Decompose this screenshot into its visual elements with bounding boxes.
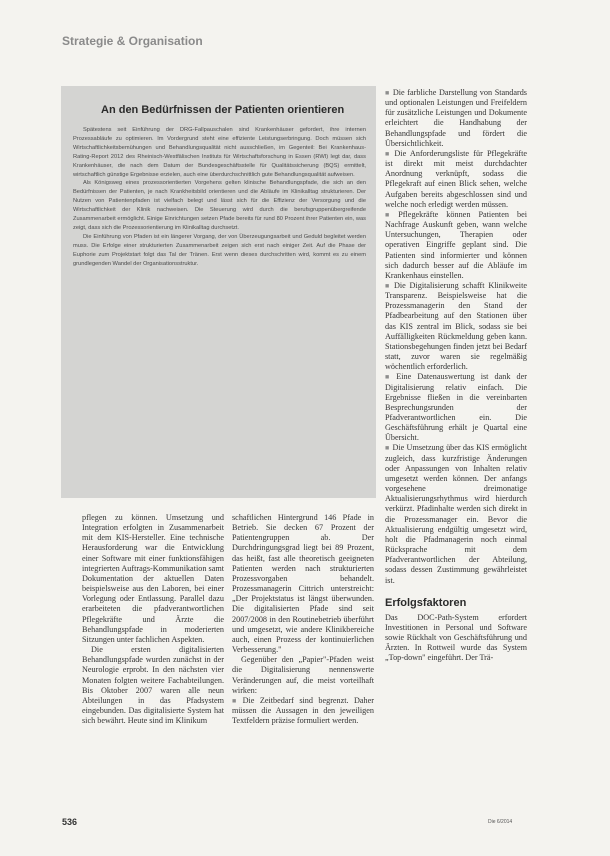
- bullet-text: Pflegekräfte können Patienten bei Nachfrage Auskunft geben, wann welche Untersuchungen, Therapien oder operativen Eingriffe geplant sind. Die Patienten sind informierter und können sich dadurch besser auf die Abläufe im Krankenhaus einstellen.: [385, 209, 527, 280]
- issue-label: Die 6/2014: [488, 819, 513, 825]
- bullet-text: Die Zeitbedarf sind begrenzt. Daher müssen die Aussagen in den jeweiligen Textfeldern präzise formuliert werden.: [232, 695, 374, 726]
- body-paragraph: pflegen zu können. Umsetzung und Integration erfolgten in Zusammenarbeit mit dem KIS-Hersteller. Eine technische Herausforderung war die Entwicklung einer Software mit einer funktionsfähigen integrierten Auftrags-Kommunikation samt Dokumentation der aktuellen Daten beispielsweise aus den Laboren, bei einer Vorlegung oder Entlassung. Parallel dazu erarbeiteten die pfadverantwortlichen Pflegekräfte und Ärzte die Behandlungspfade in moderierten Sitzungen unter fachlichen Aspekten.: [82, 513, 224, 644]
- square-bullet-icon: ■: [232, 696, 240, 705]
- body-paragraph: Die ersten digitalisierten Behandlungspfade wurden zunächst in der Neurologie erprobt. In den nächsten vier Monaten folgten weitere Fachabteilungen. Bis Oktober 2007 waren alle neun Abteilungen in das Pfadsystem eingebunden. Das digitalisierte System hat sich bewährt. Heute sind im Klinikum: [82, 645, 224, 726]
- body-paragraph: Gegenüber den „Papier"-Pfaden weist die Digitalisierung nennenswerte Veränderungen auf, die meist vorteilhaft wirken:: [232, 655, 374, 695]
- subheading: Erfolgsfaktoren: [385, 596, 467, 609]
- bullet-text: Eine Datenauswertung ist dank der Digitalisierung relativ einfach. Die Ergebnisse fließen in die vereinbarten Besprechungsrunden der Pfadverantwortlichen ein. Die Geschäftsführung erhält je Quartal eine Übersicht.: [385, 372, 527, 443]
- text-column-right: [385, 88, 527, 828]
- text-column-middle: [232, 513, 374, 829]
- bullet-item: [385, 210, 527, 281]
- bullet-item: [232, 696, 374, 726]
- body-paragraph: Das DOC-Path-System erfordert Investitionen in Personal und Software sowie Rückhalt von Geschäftsführung und Ärzten. In Rottweil wurde das System „Top-down" eingeführt. Der Trä-: [385, 612, 527, 663]
- square-bullet-icon: ■: [385, 210, 396, 219]
- square-bullet-icon: ■: [385, 373, 394, 382]
- square-bullet-icon: ■: [385, 281, 391, 290]
- bullet-item: [385, 149, 527, 210]
- info-box-paragraph: Als Königsweg eines prozessorientierten Vorgehens gelten klinische Behandlungspfade, die sich an den Bedürfnissen der Patienten, je nach Krankheitsbild orientieren und die Abläufe im Klinikalltag strukturieren. Der Nutzen von Patientenpfaden ist vielfach belegt und lässt sich für die Effizienz der Versorgung und die Wirtschaftlichkeit der Klinik nachweisen. Die Steuerung wird durch die berufsgruppenübergreifende Zusammenarbeit ermöglicht. Einige Einrichtungen setzen Pfade bereits für rund 80 Prozent ihrer Patienten ein, was zeigt, dass sich die Prozessorientierung im Klinikalltag durchsetzt.: [73, 180, 366, 231]
- info-box-paragraph: Spätestens seit Einführung der DRG-Fallpauschalen sind Krankenhäuser gefordert, ihre internen Prozessabläufe zu optimieren. Im Vordergrund steht eine effiziente Leistungserbringung. Doch müssen sich Wirtschaftlichkeitsbemühungen und Behandlungsqualität nicht ausschließen, im Gegenteil: Bei Krankenhaus-Rating-Report 2012 des Rheinisch-Westfälischen Instituts für Wirtschaftsforschung in Essen (RWI) legt dar, dass Krankenhäuser, die nach dem Datum der Bundesgeschäftsstelle für Qualitätssicherung (BQS) ermittelt, wirtschaftlich günstige Ergebnisse erzielen, auch eine überdurchschnittlich gute Behandlungsqualität aufweisen.: [73, 127, 366, 178]
- bullet-item: [385, 88, 527, 149]
- square-bullet-icon: ■: [385, 444, 390, 453]
- square-bullet-icon: ■: [385, 89, 390, 97]
- square-bullet-icon: ■: [385, 149, 392, 158]
- bullet-item: [385, 443, 527, 585]
- page-number: 536: [62, 817, 78, 827]
- info-box-text: [73, 126, 366, 269]
- bullet-text: Die Umsetzung über das KIS ermöglicht zugleich, dass kurzfristige Änderungen oder Anpassungen von Inhalten relativ umgesetzt werden können. Der anfangs vorgesehene dreimonatige Aktualisierungsrhythmus wird hierdurch verkürzt. Pfadinhalte werden sich direkt in die Prozessmanager ein. Bevor die Aktualisierung endgültig umgesetzt wird, holt die Pfadmanagerin noch einmal Rücksprache mit dem Pfadverantwortlichen der Abteilung, sodass dessen Zustimmung gewährleistet ist.: [385, 443, 527, 585]
- info-box-title: An den Bedürfnissen der Patienten orientieren: [101, 104, 345, 116]
- bullet-text: Die Digitalisierung schafft Klinikweite Transparenz. Beispielsweise hat die Prozessmanagerin den Stand der Pfadbearbeitung auf den Stationen über das KIS zentral im Blick, sodass sie bei Auffälligkeiten Rückmeldung geben kann. Stationsbegehungen finden jetzt bei Bedarf statt, zuvor waren sie regelmäßig wöchentlich erforderlich.: [385, 280, 527, 372]
- info-box: [61, 86, 376, 498]
- bullet-item: [385, 372, 527, 443]
- section-header: Strategie & Organisation: [62, 34, 203, 48]
- bullet-text: Die farbliche Darstellung von Standards und optionalen Leistungen und Freifeldern für zusätzliche Leistungen und Dokumente erleichtert die Handhabung der Behandlungspfade und fördert die Übersichtlichkeit.: [385, 88, 527, 148]
- text-column-left: [82, 513, 224, 829]
- bullet-item: [385, 281, 527, 372]
- body-paragraph: schaftlichen Hintergrund 146 Pfade in Betrieb. Sie decken 67 Prozent der Patientengruppen ab. Der Durchdringungsgrad liegt bei 89 Prozent, das heißt, fast alle theoretisch geeigneten Patienten werden nach strukturierten Prozessvorgaben behandelt. Prozessmanagerin Cittrich unterstreicht: „Der Projektstatus ist längst überwunden. Die digitalisierten Pfade sind seit 2007/2008 in den Routinebetrieb überführt und umgesetzt, wie andere Klinikbereiche auch, einen Prozess der kontinuierlichen Verbesserung.": [232, 513, 374, 655]
- info-box-paragraph: Die Einführung von Pfaden ist ein längerer Vorgang, der von Überzeugungsarbeit und Geduld begleitet werden muss. Die Erfolge einer strukturierten Zusammenarbeit zeigen sich erst nach einiger Zeit. Auf die Phase der Euphorie zum Projektstart folgt das Tal der Tränen. Erst wenn dieses durchschritten wird, kommt es zu einem grundlegenden Wandel der Organisationsstruktur.: [73, 233, 366, 267]
- bullet-text: Die Anforderungsliste für Pflegekräfte ist direkt mit meist durchdachter Anordnung verknüpft, sodass die Pflegekraft auf einen Blick sehen, welche Aufgaben bereits abgeschlossen sind und welche noch erledigt werden müssen.: [385, 148, 527, 209]
